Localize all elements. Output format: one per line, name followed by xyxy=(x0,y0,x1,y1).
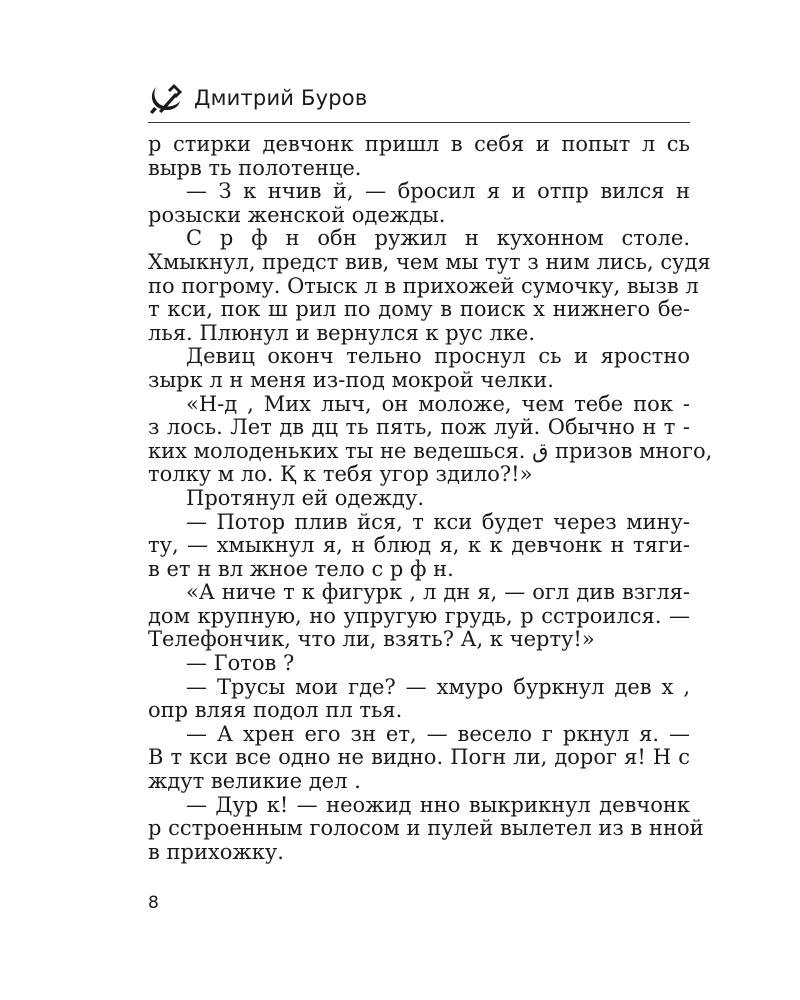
body-text xyxy=(148,132,713,864)
text-line: в ет н вл жное тело с р ф н. xyxy=(148,556,454,581)
text-line: розыски женской одежды. xyxy=(148,202,446,227)
text-line: опр вляя подол пл тья. xyxy=(148,698,403,723)
text-line: Девиц оконч тельно проснул сь и яростно xyxy=(186,344,690,369)
running-header xyxy=(148,80,690,116)
text-line: «А ниче т к фигурк , л дн я, — огл див взгля- xyxy=(186,580,690,605)
text-line: — Готов ? xyxy=(186,651,295,676)
text-line: лья. Плюнул и вернулся к рус лке. xyxy=(148,320,536,345)
hammer-and-sickle-icon xyxy=(148,81,184,115)
author-name: Дмитрий Буров xyxy=(194,86,368,110)
text-line: дом крупную, но упругую грудь, р сстроился. — xyxy=(148,603,690,628)
text-line: Телефончик, что ли, взять? А, к черту!» xyxy=(148,627,595,652)
text-line: — Трусы мои где? — хмуро буркнул дев х , xyxy=(186,674,690,699)
text-line: С р ф н обн ружил н кухонном столе. xyxy=(186,226,690,251)
text-line: — Дур к! — неожид нно выкрикнул девчонк xyxy=(186,792,690,817)
text-line: — Потор плив йся, т кси будет через мину- xyxy=(186,509,690,534)
text-line: — З к нчив й, — бросил я и отпр вился н xyxy=(186,179,690,204)
text-line: р сстроенным голосом и пулей вылетел из в нной xyxy=(148,816,704,841)
text-line: Протянул ей одежду. xyxy=(186,485,425,510)
text-line: толку м ло. Қ к тебя угор здило?!» xyxy=(148,462,533,487)
text-line: з лось. Лет дв дц ть пять, пож луй. Обычно н т - xyxy=(148,415,690,440)
text-line: Хмыкнул, предст вив, чем мы тут з ним лись, судя xyxy=(148,249,711,274)
text-line: ждут великие дел . xyxy=(148,769,361,794)
text-line: ту, — хмыкнул я, н блюд я, к к девчонк н тяги- xyxy=(148,533,690,558)
text-line: в прихожку. xyxy=(148,839,284,864)
text-line: вырв ть полотенце. xyxy=(148,155,362,180)
text-line: р стирки девчонк пришл в себя и попыт л сь xyxy=(148,132,690,156)
text-line: ких молоденьких ты не ведешься. ق призов много, xyxy=(148,438,713,463)
text-line: «Н-д , Мих лыч, он моложе, чем тебе пок - xyxy=(186,391,690,416)
text-line: по погрому. Отыск л в прихожей сумочку, вызв л xyxy=(148,273,699,298)
text-line: В т кси все одно не видно. Погн ли, дорог я! Н с xyxy=(148,745,690,770)
page-number: 8 xyxy=(148,893,159,913)
text-line: зырк л н меня из-под мокрой челки. xyxy=(148,367,554,392)
header-divider xyxy=(148,122,690,123)
text-line: т кси, пок ш рил по дому в поиск х нижнего бе- xyxy=(148,297,690,322)
text-line: — А хрен его зн ет, — весело г ркнул я. — xyxy=(186,721,690,746)
